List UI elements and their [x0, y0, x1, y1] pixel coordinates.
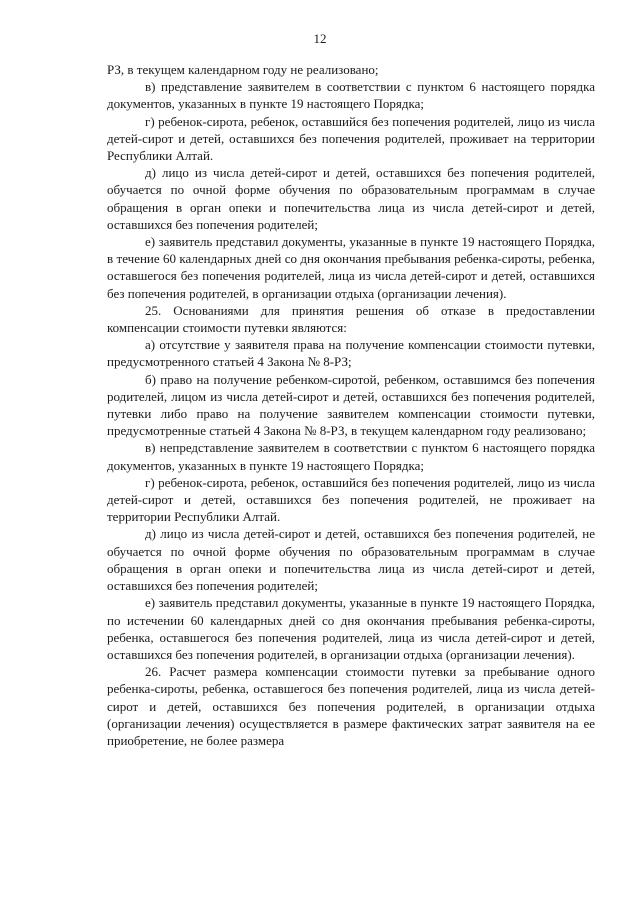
paragraph-continuation: РЗ, в текущем календарном году не реализовано; [107, 62, 379, 77]
paragraph-25: 25. Основаниями для принятия решения об отказе в предоставлении компенсации стоимости путевки являются: [107, 302, 595, 336]
paragraph-24d: д) лицо из числа детей-сирот и детей, оставшихся без попечения родителей, обучается по очной форме обучения по образовательным программам в случае обращения в орган опеки и попечительства лица из числа детей-сирот и детей, оставшихся без попечения родителей; [107, 165, 595, 232]
paragraph-25g: г) ребенок-сирота, ребенок, оставшийся без попечения родителей, лицо из числа детей-сирот и детей, оставшихся без попечения родителей, не проживает на территории Республики Алтай. [107, 474, 595, 525]
paragraph-24e: е) заявитель представил документы, указанные в пункте 19 настоящего Порядка, в течение 60 календарных дней со дня окончания пребывания ребенка-сироты, ребенка, оставшегося без попечения родителей, лица из числа детей-сирот и детей, оставшихся без попечения родителей, в организации отдыха (организации лечения). [107, 234, 595, 301]
paragraph-25b: б) право на получение ребенком-сиротой, ребенком, оставшимся без попечения родителей, лицом из числа детей-сирот и детей, оставшихся без попечения родителей, путевки либо право на получение заявителем компенсации стоимости путевки, предусмотренные статьей 4 Закона № 8-РЗ, в текущем календарном году реализовано; [107, 371, 595, 439]
paragraph-24g: г) ребенок-сирота, ребенок, оставшийся без попечения родителей, лицо из числа детей-сирот и детей, оставшихся без попечения родителей, проживает на территории Республики Алтай. [107, 113, 595, 164]
paragraph-25a: а) отсутствие у заявителя права на получение компенсации стоимости путевки, предусмотренного статьей 4 Закона № 8-РЗ; [107, 337, 595, 370]
paragraph-25d: д) лицо из числа детей-сирот и детей, оставшихся без попечения родителей, не обучается по очной форме обучения по образовательным программам в случае обращения в орган опеки и попечительства лица из числа детей-сирот и детей, оставшихся без попечения родителей; [107, 526, 595, 594]
paragraph-25e: е) заявитель представил документы, указанные в пункте 19 настоящего Порядка, по истечении 60 календарных дней со дня окончания пребывания ребенка-сироты, ребенка, оставшегося без попечения родителей, лица из числа детей-сирот и детей, оставшихся без попечения родителей, в организации отдыха (организации лечения). [107, 595, 595, 662]
paragraph-25v: в) непредставление заявителем в соответствии с пунктом 6 настоящего порядка документов, указанных в пункте 19 настоящего Порядка; [107, 440, 595, 473]
paragraph-24v: в) представление заявителем в соответствии с пунктом 6 настоящего порядка документов, указанных в пункте 19 настоящего Порядка; [107, 79, 595, 112]
page-number: 12 [313, 31, 327, 46]
document-body [107, 61, 595, 749]
paragraph-26: 26. Расчет размера компенсации стоимости путевки за пребывание одного ребенка-сироты, ребенка, оставшегося без попечения родителей, лица из числа детей-сирот и детей, оставшихся без попечения родителей, в организации отдыха (организации лечения) осуществляется в размере фактических затрат заявителя на ее приобретение, не более размера [107, 664, 595, 748]
